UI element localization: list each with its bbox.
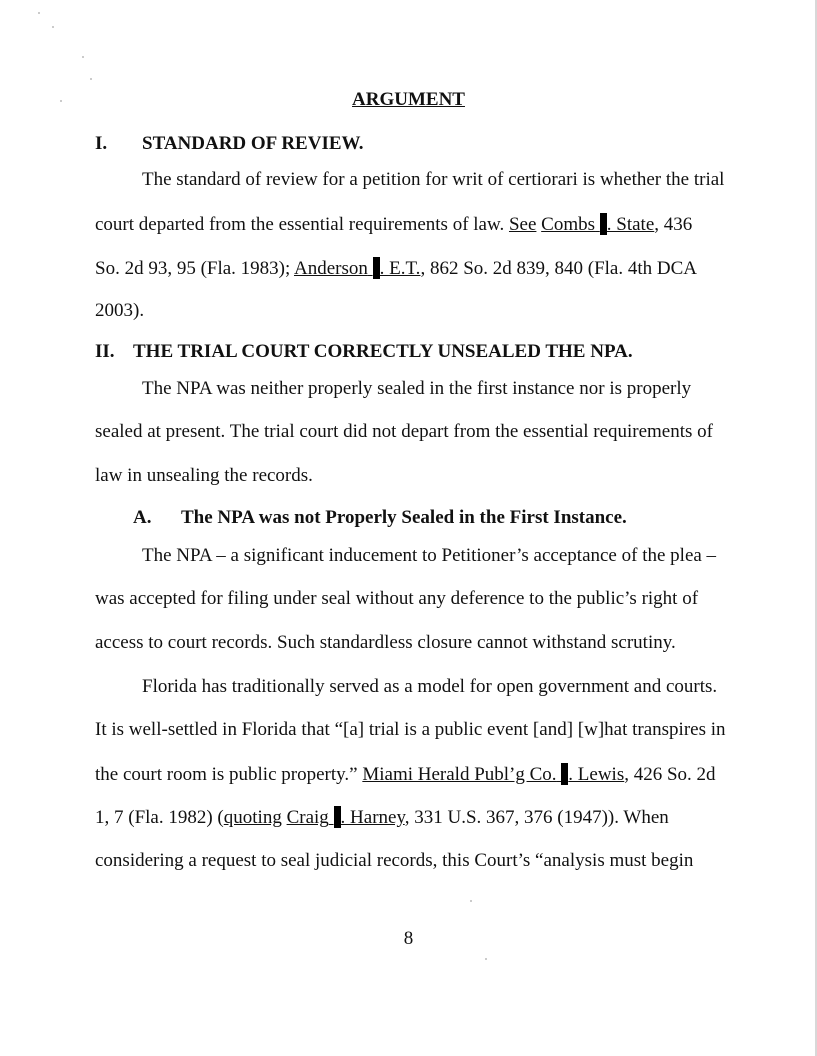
section-i-title: STANDARD OF REVIEW. (142, 133, 364, 154)
redaction-block (600, 213, 607, 235)
citation-combs (541, 214, 654, 235)
page-number: 8 (403, 928, 414, 949)
subsection-a-number: A. (133, 507, 152, 528)
argument-heading: ARGUMENT (352, 89, 465, 110)
paragraph-line (95, 213, 692, 236)
citation-party: . Lewis (568, 764, 625, 785)
scan-speck (90, 78, 92, 80)
subsection-a-title: The NPA was not Properly Sealed in the First Instance. (181, 507, 627, 528)
paragraph-line (95, 257, 697, 280)
paragraph-line: considering a request to seal judicial records, this Court’s “analysis must begin (95, 850, 694, 871)
paragraph-line (95, 806, 669, 829)
section-ii-title: THE TRIAL COURT CORRECTLY UNSEALED THE NPA. (133, 341, 633, 362)
paragraph-line: law in unsealing the records. (95, 465, 313, 486)
paragraph-line: The NPA was neither properly sealed in the first instance nor is properly (142, 378, 692, 399)
paragraph-line: The NPA – a significant inducement to Petitioner’s acceptance of the plea – (142, 545, 717, 566)
citation-party: . Harney (340, 807, 405, 828)
citation-anderson (294, 258, 420, 279)
text-run: court departed from the essential requirements of law. (95, 214, 509, 235)
citation-craig (287, 807, 405, 828)
paragraph-line: It is well-settled in Florida that “[a] trial is a public event [and] [w]hat transpires in (95, 719, 726, 740)
scan-speck (485, 958, 487, 960)
paragraph-line: access to court records. Such standardless closure cannot withstand scrutiny. (95, 632, 676, 653)
citation-party: Craig (286, 807, 329, 828)
paragraph-line: was accepted for filing under seal without any deference to the public’s right of (95, 588, 699, 609)
signal-see: See (508, 214, 537, 235)
scan-speck (470, 900, 472, 902)
redaction-block (334, 806, 341, 828)
text-run: , 862 So. 2d 839, 840 (Fla. 4th DCA (420, 258, 698, 279)
scan-speck (38, 12, 40, 14)
text-run: , 436 (654, 214, 693, 235)
text-run: So. 2d 93, 95 (Fla. 1983); (95, 258, 294, 279)
paragraph-line (95, 763, 716, 786)
paragraph-line: Florida has traditionally served as a model for open government and courts. (142, 676, 718, 697)
text-run: the court room is public property.” (95, 764, 363, 785)
citation-party: . E.T. (379, 258, 421, 279)
citation-party: Anderson (293, 258, 368, 279)
citation-party: Combs (541, 214, 596, 235)
scan-speck (82, 56, 84, 58)
paragraph-line: sealed at present. The trial court did not depart from the essential requirements of (95, 421, 713, 442)
section-i-number: I. (95, 133, 108, 154)
signal-quoting: quoting (223, 807, 282, 828)
citation-party: Miami Herald Publ’g Co. (362, 764, 557, 785)
section-ii-number: II. (95, 341, 115, 362)
paragraph-line: The standard of review for a petition for writ of certiorari is whether the trial (142, 169, 725, 190)
text-run: 1, 7 (Fla. 1982) ( (95, 807, 224, 828)
redaction-block (373, 257, 380, 279)
text-run: , 331 U.S. 367, 376 (1947)). When (404, 807, 669, 828)
scan-speck (52, 26, 54, 28)
citation-party: . State (606, 214, 655, 235)
text-run: , 426 So. 2d (624, 764, 716, 785)
citation-miami-herald (362, 764, 624, 785)
paragraph-line: 2003). (95, 300, 145, 321)
